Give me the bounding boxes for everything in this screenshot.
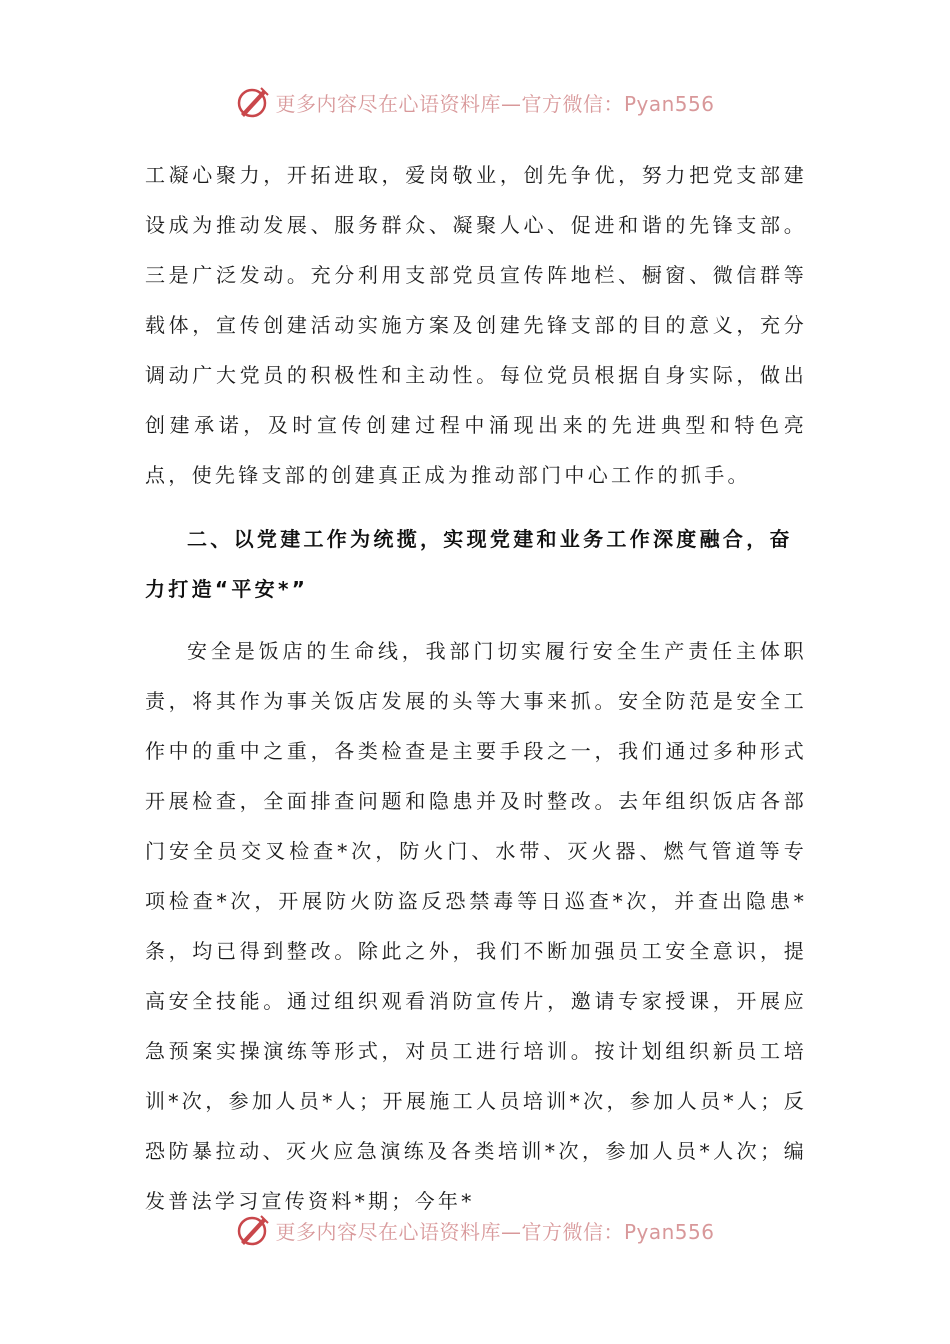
section-heading: 二、以党建工作为统揽，实现党建和业务工作深度融合，奋力打造“平安*” bbox=[145, 527, 793, 601]
watermark-text: 更多内容尽在心语资料库—官方微信：Pyan556 bbox=[275, 1219, 715, 1244]
watermark-footer bbox=[0, 1210, 950, 1250]
watermark-text: 更多内容尽在心语资料库—官方微信：Pyan556 bbox=[275, 91, 715, 116]
watermark-header bbox=[0, 82, 950, 122]
paragraph-body: 安全是饭店的生命线，我部门切实履行安全生产责任主体职责，将其作为事关饭店发展的头等大事来抓。安全防范是安全工作中的重中之重，各类检查是主要手段之一，我们通过多种形式开展检查，全面排查问题和隐患并及时整改。去年组织饭店各部门安全员交叉检查*次，防火门、水带、灭火器、燃气管道等专项检查*次，开展防火防盗反恐禁毒等日巡查*次，并查出隐患*条，均已得到整改。除此之外，我们不断加强员工安全意识，提高安全技能。通过组织观看消防宣传片，邀请专家授课，开展应急预案实操演练等形式，对员工进行培训。按计划组织新员工培训*次，参加人员*人；开展施工人员培训*次，参加人员*人；反恐防暴拉动、灭火应急演练及各类培训*次，参加人员*人次；编发普法学习宣传资料*期；今年* bbox=[145, 639, 807, 1213]
pen-circle-logo-icon bbox=[235, 1212, 271, 1248]
document-body bbox=[145, 150, 807, 1226]
paragraph-continuation: 工凝心聚力，开拓进取，爱岗敬业，创先争优，努力把党支部建设成为推动发展、服务群众、凝聚人心、促进和谐的先锋支部。三是广泛发动。充分利用支部党员宣传阵地栏、橱窗、微信群等载体，宣传创建活动实施方案及创建先锋支部的目的意义，充分调动广大党员的积极性和主动性。每位党员根据自身实际，做出创建承诺，及时宣传创建过程中涌现出来的先进典型和特色亮点，使先锋支部的创建真正成为推动部门中心工作的抓手。 bbox=[145, 163, 807, 487]
pen-circle-logo-icon bbox=[235, 84, 271, 120]
